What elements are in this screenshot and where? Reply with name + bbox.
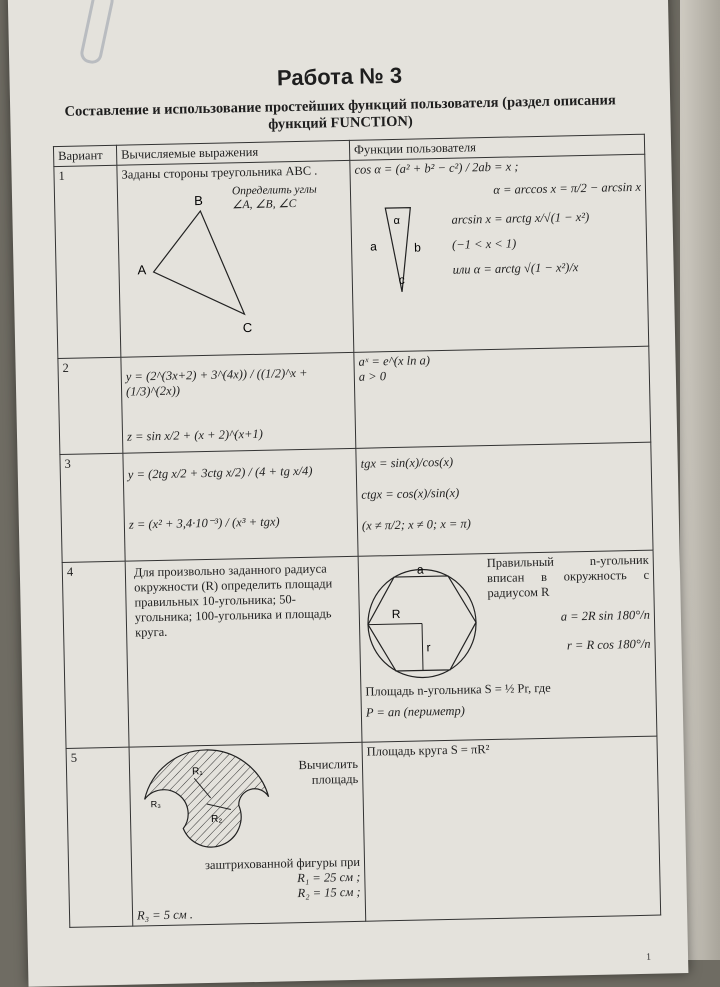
formula-condition: a > 0 bbox=[358, 369, 387, 384]
side-a-label: a bbox=[416, 562, 424, 577]
header-expr: Вычисляемые выражения bbox=[116, 140, 349, 165]
page-title: Работа № 3 bbox=[276, 62, 403, 91]
table-row bbox=[60, 442, 653, 562]
expr-z: z = sin x/2 + (x + 2)^(x+1) bbox=[126, 426, 264, 444]
formula-conditions: (x ≠ π/2; x ≠ 0; x = π) bbox=[361, 516, 472, 533]
task-angles-text: Определить углы ∠A, ∠B, ∠C bbox=[231, 183, 317, 212]
page-number: 1 bbox=[645, 951, 652, 963]
point-b-label: B bbox=[193, 192, 203, 209]
r3-value: R₃ = 5 см . bbox=[136, 907, 194, 923]
shaded-figure bbox=[134, 747, 274, 860]
formula-perimeter: P = an (периметр) bbox=[365, 703, 465, 720]
formula-exp: aˣ = e^(x ln a) bbox=[358, 353, 431, 369]
header-variant: Вариант bbox=[53, 145, 116, 166]
formula-side: a = 2R sin 180°/n bbox=[560, 607, 651, 624]
side-b-label: b bbox=[414, 240, 421, 255]
formula-domain: (−1 < x < 1) bbox=[451, 236, 517, 252]
radius-r-label: R bbox=[391, 606, 401, 622]
funcs-cell bbox=[358, 550, 657, 742]
formula-tg: tgx = sin(x)/cos(x) bbox=[360, 454, 454, 471]
page-subtitle: Составление и использование простейших функций пользователя (раздел описания функций FUNCTION) bbox=[64, 92, 616, 133]
expr-cell bbox=[125, 556, 362, 747]
expr-y: y = (2tg x/2 + 3ctg x/2) / (4 + tg x/4) bbox=[127, 463, 313, 482]
expr-cell bbox=[121, 352, 356, 453]
variant-number: 5 bbox=[66, 747, 133, 927]
side-a-label: a bbox=[369, 239, 377, 254]
funcs-cell bbox=[354, 346, 651, 448]
alpha-label: α bbox=[393, 214, 401, 227]
r2-label: R₂ bbox=[210, 813, 223, 825]
inradius-r-label: r bbox=[426, 640, 431, 655]
table-row bbox=[62, 550, 657, 748]
formula-circle-area: Площадь круга S = πR² bbox=[366, 742, 490, 759]
expr-cell bbox=[123, 448, 358, 561]
header-funcs: Функции пользователя bbox=[349, 134, 644, 160]
variant-number: 3 bbox=[60, 453, 125, 562]
formula-area: Площадь n-угольника S = ½ Pr, где bbox=[365, 680, 551, 699]
funcs-cell bbox=[362, 736, 661, 921]
funcs-cell bbox=[350, 154, 649, 352]
r1-value: R₁ = 25 см ; bbox=[297, 869, 361, 886]
tasks-table bbox=[53, 134, 661, 928]
r2-value: R₂ = 15 см ; bbox=[297, 884, 361, 901]
formula-arcsin: arcsin x = arctg x/√(1 − x²) bbox=[451, 209, 590, 227]
task-text: Заданы стороны треугольника ABC . bbox=[121, 163, 318, 182]
r1-label: R₁ bbox=[191, 766, 203, 778]
point-c-label: C bbox=[242, 319, 253, 336]
side-c-label: c bbox=[398, 272, 405, 287]
expr-z: z = (x² + 3,4·10⁻³) / (x³ + tgx) bbox=[128, 514, 280, 532]
triangle-abc-figure bbox=[122, 178, 335, 342]
variant-number: 4 bbox=[62, 561, 129, 748]
formula-intro: Правильный n-угольник вписан в окружность с радиусом R bbox=[486, 552, 650, 601]
paper-sheet bbox=[8, 0, 689, 987]
expr-cell bbox=[129, 742, 366, 926]
table-row bbox=[54, 154, 649, 358]
formula-cos: cos α = (a² + b² − c²) / 2ab = x ; bbox=[354, 159, 519, 177]
formula-inradius: r = R cos 180°/n bbox=[566, 636, 651, 653]
formula-ctg: ctgx = cos(x)/sin(x) bbox=[361, 485, 460, 502]
triangle-alpha-figure bbox=[355, 199, 447, 301]
table-row bbox=[58, 346, 651, 454]
expr-cell bbox=[117, 160, 354, 357]
variant-number: 1 bbox=[54, 165, 121, 358]
funcs-cell bbox=[356, 442, 653, 556]
variant-number: 2 bbox=[58, 357, 123, 454]
task-text: Для произвольно заданного радиуса окружности (R) определить площади правильных 10-угольника; 50-угольника; 100-угольника и площадь круга. bbox=[133, 561, 333, 640]
point-a-label: A bbox=[137, 262, 147, 278]
formula-arctg: или α = arctg √(1 − x²)/x bbox=[452, 260, 579, 277]
table-row bbox=[66, 736, 661, 927]
formula-arccos: α = arccos x = π/2 − arcsin x bbox=[493, 179, 642, 197]
task-text: Вычислить площадь заштрихованной фигуры при bbox=[204, 756, 361, 873]
expr-y: y = (2^(3x+2) + 3^(4x)) / ((1/2)^x + (1/3)^(2x)) bbox=[125, 365, 308, 399]
background-edge bbox=[680, 0, 720, 960]
r3-label: R₃ bbox=[150, 798, 162, 810]
hexagon-figure bbox=[363, 562, 485, 684]
